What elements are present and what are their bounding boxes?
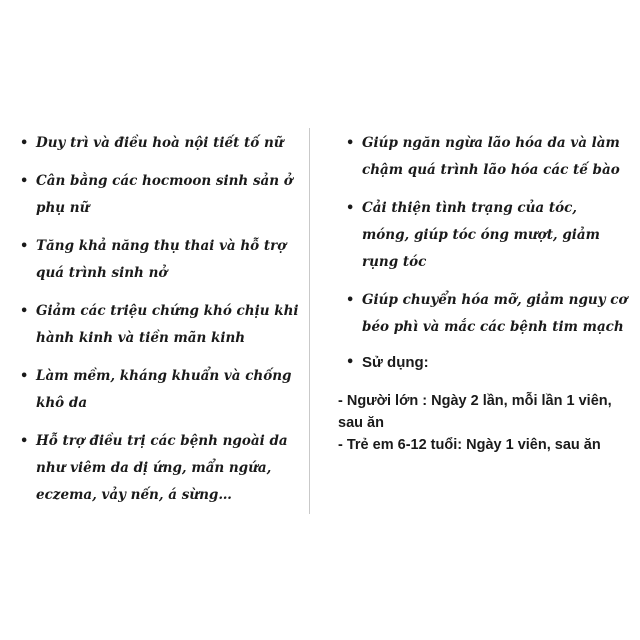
left-benefits-list	[20, 130, 302, 520]
bullet-icon: •	[346, 136, 355, 151]
right-benefits-list	[338, 130, 628, 456]
usage-heading	[346, 352, 628, 374]
bullet-icon: •	[20, 174, 29, 189]
bullet-icon: •	[20, 434, 29, 449]
list-item	[20, 428, 302, 509]
usage-heading-text: Sử dụng:	[362, 354, 429, 371]
benefit-text: Giúp chuyển hóa mỡ, giảm nguy cơ béo phì và mắc các bệnh tim mạch	[362, 292, 628, 335]
column-divider	[309, 128, 310, 514]
bullet-icon: •	[20, 369, 29, 384]
benefit-text: Cân bằng các hocmoon sinh sản ở phụ nữ	[36, 173, 293, 216]
bullet-icon: •	[346, 201, 355, 216]
list-item	[346, 195, 628, 276]
list-item	[20, 130, 302, 157]
bullet-icon: •	[20, 304, 29, 319]
usage-adult: - Người lớn : Ngày 2 lần, mỗi lần 1 viên, sau ăn	[338, 393, 612, 431]
bullet-icon: •	[346, 355, 355, 370]
list-item	[346, 130, 628, 184]
bullet-icon: •	[20, 136, 29, 151]
benefit-text: Giúp ngăn ngừa lão hóa da và làm chậm quá trình lão hóa các tế bào	[362, 135, 620, 178]
list-item	[20, 168, 302, 222]
list-item	[20, 363, 302, 417]
benefit-text: Tăng khả năng thụ thai và hỗ trợ quá trình sinh nở	[36, 238, 287, 281]
benefit-text: Cải thiện tình trạng của tóc, móng, giúp tóc óng mượt, giảm rụng tóc	[362, 200, 600, 270]
benefit-text: Duy trì và điều hoà nội tiết tố nữ	[36, 135, 284, 151]
benefit-text: Giảm các triệu chứng khó chịu khi hành kinh và tiền mãn kinh	[36, 303, 299, 346]
list-item	[346, 287, 628, 341]
benefit-text: Làm mềm, kháng khuẩn và chống khô da	[36, 368, 292, 411]
benefit-text: Hỗ trợ điều trị các bệnh ngoài da như viêm da dị ứng, mẩn ngứa, eczema, vảy nến, á sừng…	[36, 433, 288, 503]
bullet-icon: •	[20, 239, 29, 254]
bullet-icon: •	[346, 293, 355, 308]
list-item	[20, 298, 302, 352]
list-item	[20, 233, 302, 287]
usage-child: - Trẻ em 6-12 tuổi: Ngày 1 viên, sau ăn	[338, 437, 601, 453]
